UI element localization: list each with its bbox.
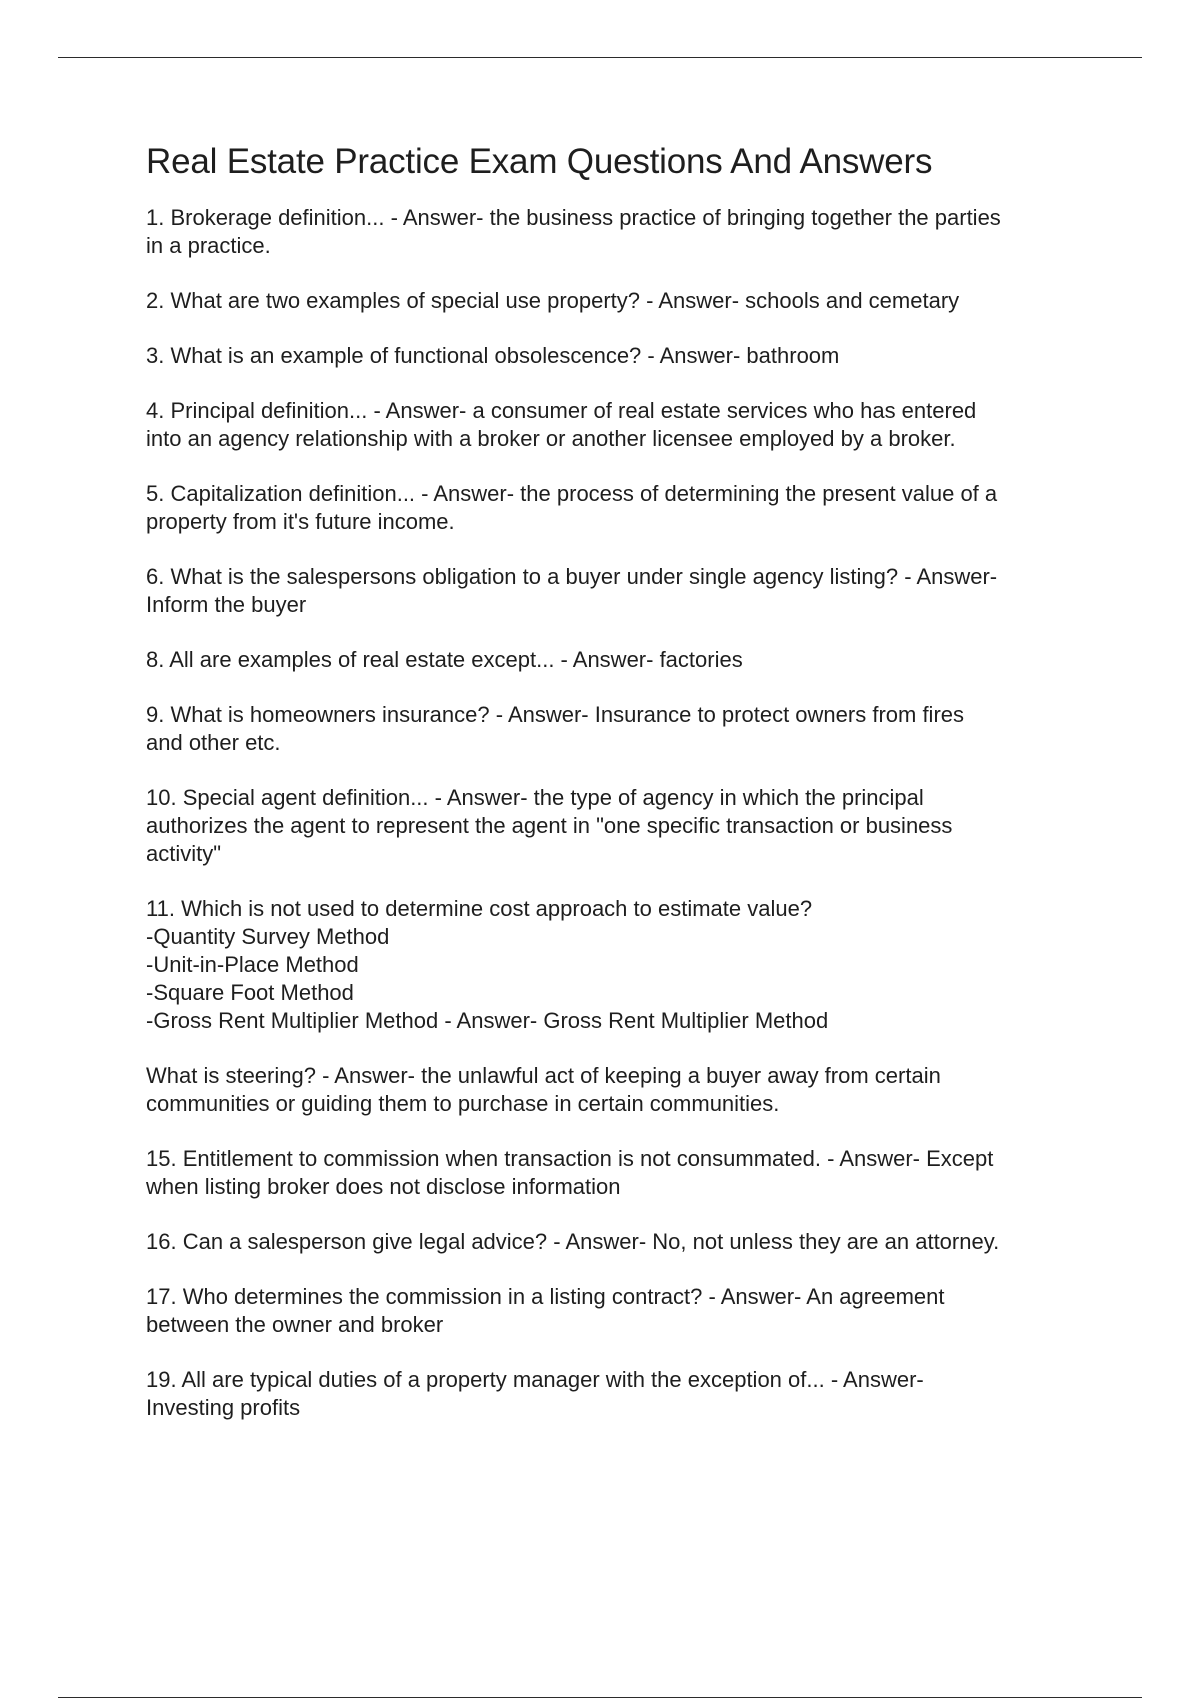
qa-item: 15. Entitlement to commission when transaction is not consummated. - Answer- Except when listing broker does not disclose information xyxy=(146,1146,994,1199)
page-title: Real Estate Practice Exam Questions And Answers xyxy=(146,142,933,181)
qa-item: 19. All are typical duties of a property manager with the exception of... - Answer- Investing profits xyxy=(146,1367,924,1420)
qa-item: 8. All are examples of real estate except... - Answer- factories xyxy=(146,647,743,672)
qa-item: 5. Capitalization definition... - Answer- the process of determining the present value of a property from it's future income. xyxy=(146,481,998,534)
document-body xyxy=(146,142,1096,1449)
qa-item: 17. Who determines the commission in a listing contract? - Answer- An agreement between the owner and broker xyxy=(146,1284,945,1337)
bottom-divider xyxy=(58,1697,1142,1698)
qa-item: 6. What is the salespersons obligation to a buyer under single agency listing? - Answer- Inform the buyer xyxy=(146,564,998,617)
qa-item: 3. What is an example of functional obsolescence? - Answer- bathroom xyxy=(146,343,840,368)
qa-item: 16. Can a salesperson give legal advice? - Answer- No, not unless they are an attorney. xyxy=(146,1229,1000,1254)
qa-list xyxy=(146,204,1096,1422)
qa-item: 1. Brokerage definition... - Answer- the business practice of bringing together the parties in a practice. xyxy=(146,205,1001,258)
qa-item: 10. Special agent definition... - Answer- the type of agency in which the principal authorizes the agent to represent the agent in "one specific transaction or business activity" xyxy=(146,785,953,866)
qa-item: 2. What are two examples of special use property? - Answer- schools and cemetary xyxy=(146,288,960,313)
qa-item: What is steering? - Answer- the unlawful act of keeping a buyer away from certain communities or guiding them to purchase in certain communities. xyxy=(146,1063,941,1116)
qa-item: 11. Which is not used to determine cost approach to estimate value? -Quantity Survey Method -Unit-in-Place Method -Square Foot Method -Gross Rent Multiplier Method - Answer- Gross Rent Multiplier Method xyxy=(146,896,829,1033)
top-divider xyxy=(58,57,1142,58)
qa-item: 9. What is homeowners insurance? - Answer- Insurance to protect owners from fires and other etc. xyxy=(146,702,965,755)
qa-item: 4. Principal definition... - Answer- a consumer of real estate services who has entered into an agency relationship with a broker or another licensee employed by a broker. xyxy=(146,398,977,451)
